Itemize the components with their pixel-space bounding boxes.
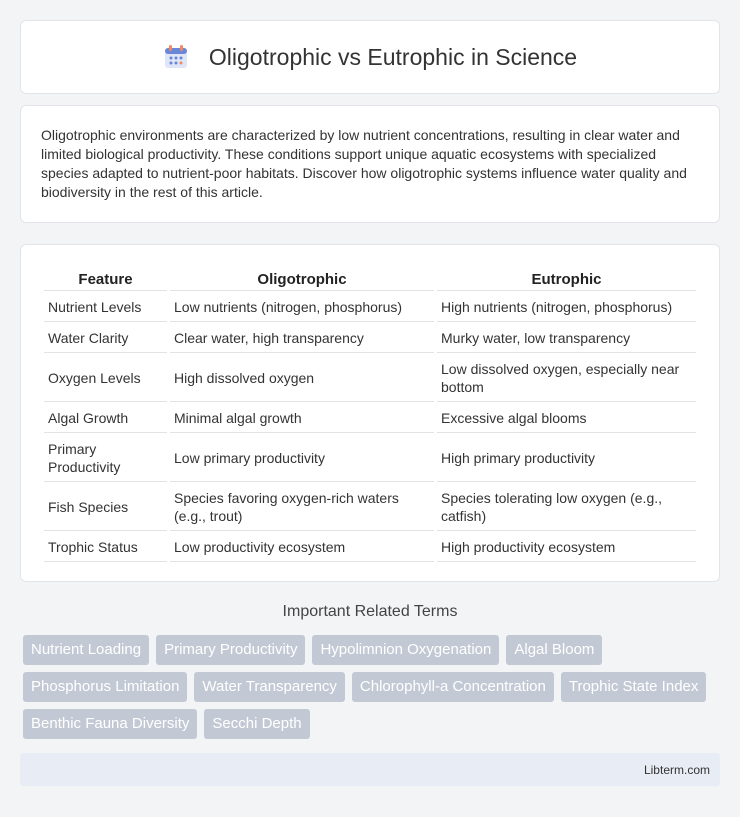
title-wrap	[163, 44, 577, 71]
table-cell: Primary Productivity	[44, 435, 167, 482]
table-row	[44, 484, 696, 531]
term-tag[interactable]: Nutrient Loading	[23, 635, 149, 665]
page-title: Oligotrophic vs Eutrophic in Science	[208, 43, 578, 70]
table-cell: Low nutrients (nitrogen, phosphorus)	[170, 293, 434, 322]
table-row	[44, 533, 696, 562]
table-cell: Species tolerating low oxygen (e.g., catfish)	[437, 484, 696, 531]
intro-card	[20, 105, 720, 223]
comparison-table-card	[20, 244, 720, 582]
table-cell: Low dissolved oxygen, especially near bottom	[437, 355, 696, 402]
column-header-eutrophic: Eutrophic	[437, 267, 696, 291]
table-row	[44, 435, 696, 482]
term-tag[interactable]: Chlorophyll-a Concentration	[352, 672, 554, 702]
table-cell: High dissolved oxygen	[170, 355, 434, 402]
column-header-oligotrophic: Oligotrophic	[170, 267, 434, 291]
table-cell: Oxygen Levels	[44, 355, 167, 402]
calendar-icon	[163, 44, 189, 70]
table-cell: Clear water, high transparency	[170, 324, 434, 353]
table-cell: Nutrient Levels	[44, 293, 167, 322]
table-cell: High primary productivity	[437, 435, 696, 482]
table-row	[44, 324, 696, 353]
table-cell: Species favoring oxygen-rich waters (e.g., trout)	[170, 484, 434, 531]
table-cell: Algal Growth	[44, 404, 167, 433]
term-tag[interactable]: Benthic Fauna Diversity	[23, 709, 197, 739]
table-cell: High nutrients (nitrogen, phosphorus)	[437, 293, 696, 322]
table-cell: Low productivity ecosystem	[170, 533, 434, 562]
footer	[20, 753, 720, 786]
table-row	[44, 404, 696, 433]
term-tag[interactable]: Water Transparency	[194, 672, 345, 702]
table-header-row	[44, 267, 696, 291]
footer-site-link[interactable]: Libterm.com	[643, 762, 710, 777]
term-tag[interactable]: Phosphorus Limitation	[23, 672, 187, 702]
intro-paragraph: Oligotrophic environments are characterized by low nutrient concentrations, resulting in clear water and limited biological productivity. These conditions support unique aquatic ecosystems with specialized species adapted to nutrient-poor habitats. Discover how oligotrophic systems influence water quality and biodiversity in the rest of this article.	[41, 127, 687, 200]
table-row	[44, 355, 696, 402]
table-cell: Water Clarity	[44, 324, 167, 353]
column-header-feature: Feature	[44, 267, 167, 291]
table-cell: High productivity ecosystem	[437, 533, 696, 562]
term-tag[interactable]: Trophic State Index	[561, 672, 707, 702]
table-cell: Murky water, low transparency	[437, 324, 696, 353]
related-terms-list	[23, 635, 723, 739]
title-card	[20, 20, 720, 94]
table-cell: Minimal algal growth	[170, 404, 434, 433]
term-tag[interactable]: Primary Productivity	[156, 635, 305, 665]
related-terms-title: Important Related Terms	[282, 603, 458, 620]
table-cell: Fish Species	[44, 484, 167, 531]
comparison-table	[41, 265, 699, 564]
table-cell: Trophic Status	[44, 533, 167, 562]
table-cell: Low primary productivity	[170, 435, 434, 482]
table-cell: Excessive algal blooms	[437, 404, 696, 433]
table-row	[44, 293, 696, 322]
term-tag[interactable]: Algal Bloom	[506, 635, 602, 665]
term-tag[interactable]: Secchi Depth	[204, 709, 309, 739]
term-tag[interactable]: Hypolimnion Oxygenation	[312, 635, 499, 665]
